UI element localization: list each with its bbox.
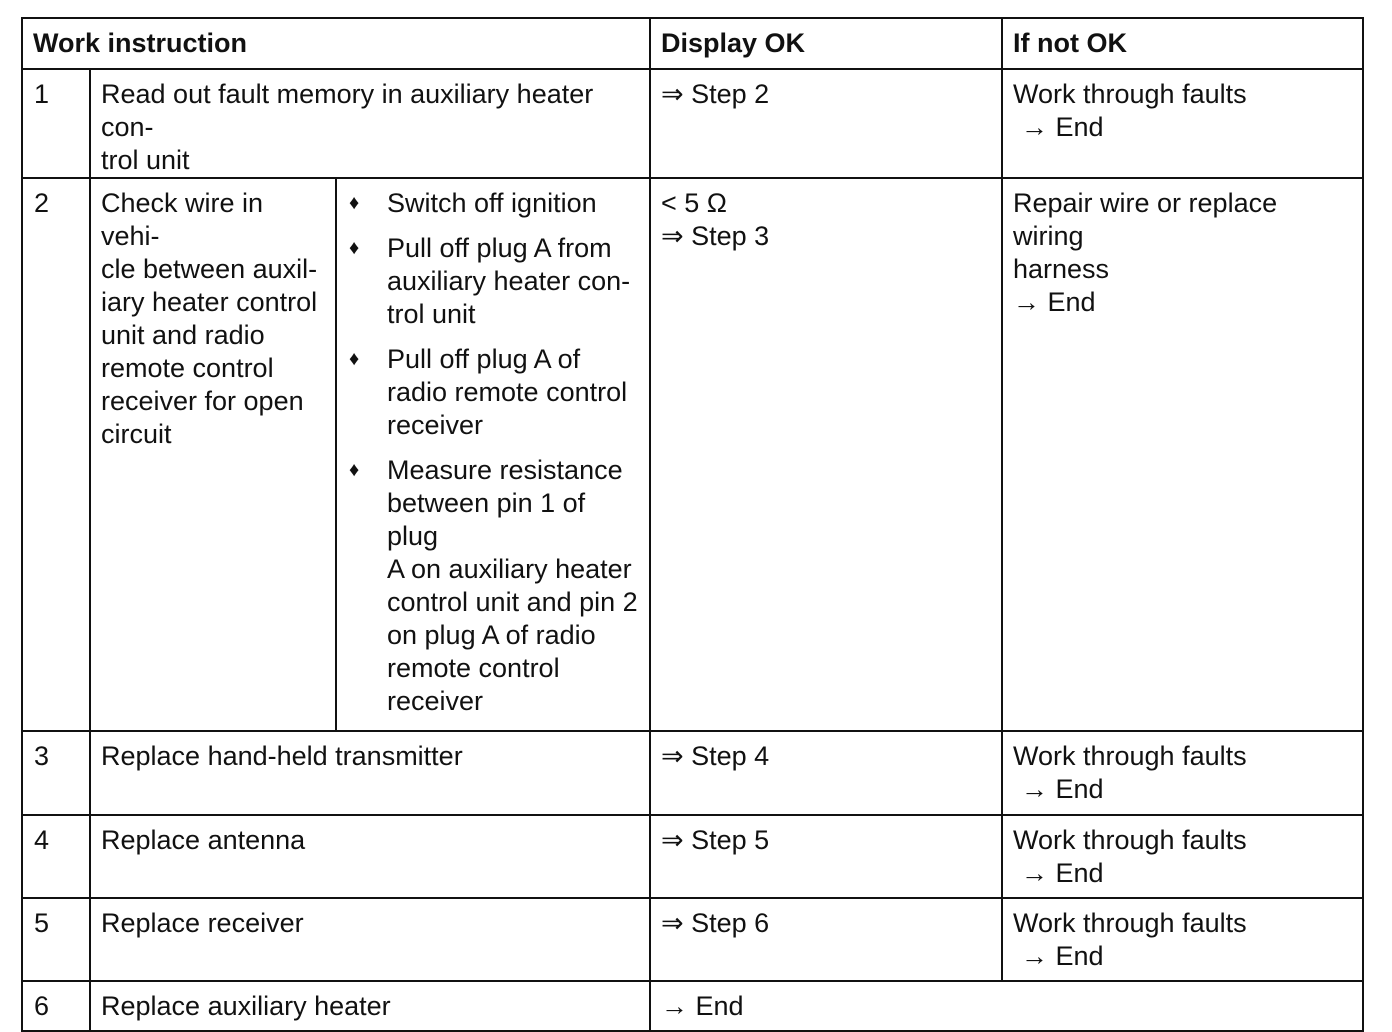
step-number: 5 [22, 898, 90, 981]
sub-step-item [347, 343, 639, 442]
display-ok-text: < 5 Ω [661, 188, 727, 218]
sub-step-item [347, 232, 639, 331]
instruction-text: Replace auxiliary heater [101, 991, 391, 1021]
sub-step-text: between pin 1 of plug [387, 488, 586, 551]
sub-step-text: Pull off plug A from [387, 233, 612, 263]
if-not-ok-cell [1002, 731, 1363, 815]
diamond-bullet-icon: ♦ [349, 348, 360, 370]
instruction-cell [90, 178, 336, 731]
work-instruction-table [21, 17, 1364, 1032]
if-not-ok-text: → End [1021, 774, 1104, 804]
step-number: 2 [22, 178, 90, 731]
display-ok-cell [650, 178, 1002, 731]
sub-step-text: Pull off plug A of [387, 344, 581, 374]
instruction-text: trol unit [101, 145, 190, 175]
instruction-cell [90, 69, 650, 178]
display-ok-cell [650, 815, 1002, 898]
if-not-ok-text: harness [1013, 254, 1110, 284]
instruction-cell [90, 898, 650, 981]
instruction-text: unit and radio [101, 320, 265, 350]
step-number: 3 [22, 731, 90, 815]
instruction-text: Check wire in vehi- [101, 188, 264, 251]
sub-step-text: remote control [387, 653, 560, 683]
display-ok-cell [650, 981, 1363, 1031]
if-not-ok-text: → End [1021, 112, 1104, 142]
diamond-bullet-icon: ♦ [349, 459, 360, 481]
header-work-instruction: Work instruction [22, 18, 650, 69]
diamond-bullet-icon: ♦ [349, 237, 360, 259]
instruction-text: Replace receiver [101, 908, 304, 938]
display-ok-text: ⇒ Step 5 [661, 825, 770, 855]
instruction-text: Read out fault memory in auxiliary heater con- [101, 79, 594, 142]
if-not-ok-cell [1002, 178, 1363, 731]
header-display-ok: Display OK [650, 18, 1002, 69]
header-if-not-ok: If not OK [1002, 18, 1363, 69]
instruction-text: remote control [101, 353, 274, 383]
sub-step-text: Switch off ignition [387, 188, 597, 218]
display-ok-text: ⇒ Step 6 [661, 908, 770, 938]
instruction-text: receiver for open [101, 386, 304, 416]
display-ok-text: → End [661, 991, 744, 1021]
display-ok-text: ⇒ Step 4 [661, 741, 770, 771]
if-not-ok-text: → End [1013, 287, 1096, 317]
if-not-ok-cell [1002, 69, 1363, 178]
instruction-text: Replace antenna [101, 825, 306, 855]
instruction-text: circuit [101, 419, 172, 449]
if-not-ok-text: Work through faults [1013, 908, 1247, 938]
sub-step-text: receiver [387, 686, 484, 716]
sub-step-item [347, 187, 639, 220]
sub-step-text: trol unit [387, 299, 476, 329]
sub-steps-cell [336, 178, 650, 731]
step-number: 4 [22, 815, 90, 898]
header-row [22, 18, 1363, 69]
table-row [22, 815, 1363, 898]
sub-steps-list [347, 187, 639, 718]
if-not-ok-text: Repair wire or replace wiring [1013, 188, 1278, 251]
instruction-text: iary heater control [101, 287, 318, 317]
sub-step-text: A on auxiliary heater [387, 554, 632, 584]
sub-step-text: auxiliary heater con- [387, 266, 631, 296]
if-not-ok-cell [1002, 898, 1363, 981]
table-row [22, 178, 1363, 731]
instruction-text: Replace hand-held transmitter [101, 741, 463, 771]
if-not-ok-text: Work through faults [1013, 741, 1247, 771]
table-row [22, 731, 1363, 815]
display-ok-cell [650, 69, 1002, 178]
instruction-cell [90, 981, 650, 1031]
sub-step-item [347, 454, 639, 718]
if-not-ok-text: → End [1021, 941, 1104, 971]
table-row [22, 898, 1363, 981]
if-not-ok-text: Work through faults [1013, 79, 1247, 109]
display-ok-text: ⇒ Step 3 [661, 221, 770, 251]
display-ok-cell [650, 898, 1002, 981]
display-ok-text: ⇒ Step 2 [661, 79, 770, 109]
table-row [22, 981, 1363, 1031]
diamond-bullet-icon: ♦ [349, 192, 360, 214]
sub-step-text: radio remote control [387, 377, 628, 407]
sub-step-text: Measure resistance [387, 455, 623, 485]
if-not-ok-text: → End [1021, 858, 1104, 888]
sub-step-text: receiver [387, 410, 484, 440]
display-ok-cell [650, 731, 1002, 815]
instruction-cell [90, 731, 650, 815]
step-number: 6 [22, 981, 90, 1031]
table-row [22, 69, 1363, 178]
instruction-text: cle between auxil- [101, 254, 318, 284]
sub-step-text: control unit and pin 2 [387, 587, 638, 617]
instruction-cell [90, 815, 650, 898]
sub-step-text: on plug A of radio [387, 620, 596, 650]
step-number: 1 [22, 69, 90, 178]
if-not-ok-text: Work through faults [1013, 825, 1247, 855]
if-not-ok-cell [1002, 815, 1363, 898]
